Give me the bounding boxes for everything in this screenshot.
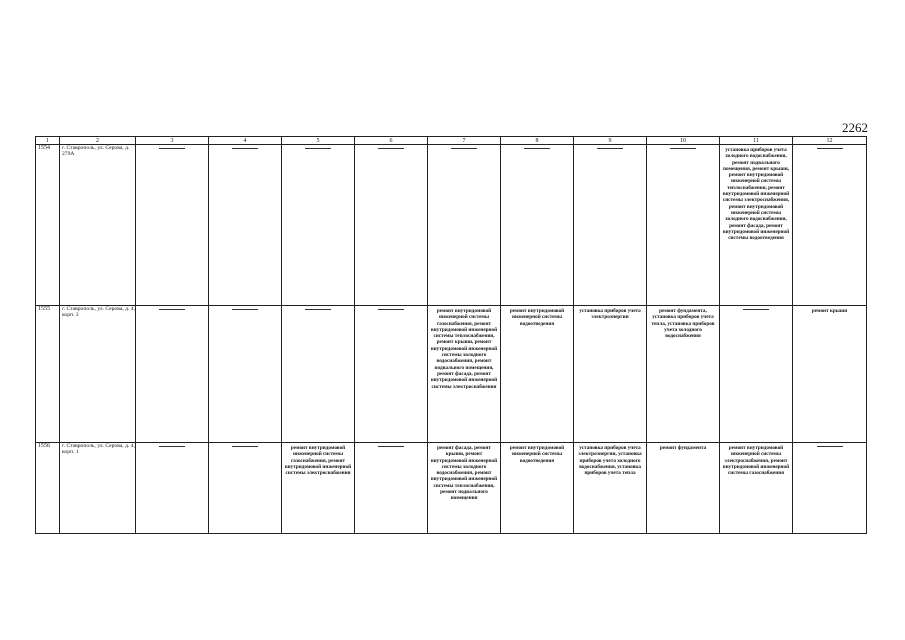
empty-dash [378, 309, 404, 310]
empty-dash [597, 148, 623, 149]
column-header: 1 [36, 137, 60, 145]
table-cell [574, 145, 647, 306]
table-row [36, 145, 867, 306]
table-cell [793, 145, 867, 306]
table-row [36, 443, 867, 534]
work-description: ремонт внутридомовой инженерной системы газоснабжения, ремонт внутридомовой инженерной системы теплоснабжения, ремонт крыши, ремонт внутридомовой инженерной системы холодного водоснабжения, ремонт подвального помещения, ремонт фасада, ремонт внутридомовой инженерной системы электроснабжения [430, 308, 498, 390]
column-header: 9 [574, 137, 647, 145]
empty-dash [232, 446, 258, 447]
empty-dash [159, 148, 185, 149]
empty-dash [524, 148, 550, 149]
row-number: 1555 [36, 306, 60, 443]
work-description: ремонт фундамента, установка приборов учета тепла, установка приборов учета холодного водоснабжения [651, 308, 715, 340]
row-number: 1556 [36, 443, 60, 534]
table-cell [720, 145, 793, 306]
table-cell [209, 306, 282, 443]
column-header: 5 [282, 137, 355, 145]
table-cell [501, 145, 574, 306]
table-cell [428, 306, 501, 443]
column-header: 11 [720, 137, 793, 145]
column-header: 7 [428, 137, 501, 145]
table-cell [647, 443, 720, 534]
empty-dash [817, 148, 843, 149]
page-number: 2262 [842, 120, 868, 135]
empty-dash [451, 148, 477, 149]
table-cell [428, 145, 501, 306]
table-cell [428, 443, 501, 534]
table-cell [501, 443, 574, 534]
empty-dash [817, 446, 843, 447]
table-cell [647, 306, 720, 443]
empty-dash [378, 148, 404, 149]
empty-dash [305, 148, 331, 149]
table-cell [209, 443, 282, 534]
table-cell [282, 443, 355, 534]
column-header: 6 [355, 137, 428, 145]
column-header: 2 [60, 137, 136, 145]
table-cell [793, 443, 867, 534]
empty-dash [232, 309, 258, 310]
table-cell [574, 443, 647, 534]
empty-dash [378, 446, 404, 447]
row-address: г. Ставрополь, ул. Серова, д. 279А [60, 145, 136, 306]
work-description: ремонт внутридомовой инженерной системы водоотведения [509, 445, 565, 464]
work-description: установка приборов учета электроэнергии, установка приборов учета холодного водоснабжения, установка приборов учета тепла [578, 445, 642, 477]
table-cell [136, 145, 209, 306]
table-cell [355, 306, 428, 443]
column-header: 10 [647, 137, 720, 145]
empty-dash [743, 309, 769, 310]
column-header-row [36, 137, 867, 145]
table-cell [574, 306, 647, 443]
table-row [36, 306, 867, 443]
row-address: г. Ставрополь, ул. Серова, д. 4, корп. 1 [60, 443, 136, 534]
table-cell [282, 145, 355, 306]
table-cell [209, 145, 282, 306]
empty-dash [159, 446, 185, 447]
table-cell [793, 306, 867, 443]
table-cell [720, 443, 793, 534]
work-description: установка приборов учета электроэнергии [579, 308, 641, 321]
work-description: ремонт крыши [811, 308, 848, 314]
row-number: 1554 [36, 145, 60, 306]
empty-dash [305, 309, 331, 310]
row-address: г. Ставрополь, ул. Серова, д. 4, корп. 2 [60, 306, 136, 443]
table-cell [282, 306, 355, 443]
table-cell [136, 306, 209, 443]
work-description: ремонт фундамента [659, 445, 707, 451]
work-description: ремонт фасада, ремонт крыши, ремонт внутридомовой инженерной системы холодного водоснабжения, ремонт внутридомовой инженерной системы теплоснабжения, ремонт подвального помещения [430, 445, 498, 502]
empty-dash [232, 148, 258, 149]
empty-dash [159, 309, 185, 310]
work-description: ремонт внутридомовой инженерной системы электроснабжения, ремонт внутридомовой инженерной системы газоснабжения [722, 445, 790, 477]
column-header: 8 [501, 137, 574, 145]
work-description: ремонт внутридомовой инженерной системы водоотведения [509, 308, 565, 327]
column-header: 4 [209, 137, 282, 145]
column-header: 3 [136, 137, 209, 145]
column-header: 12 [793, 137, 867, 145]
empty-dash [670, 148, 696, 149]
table-cell [501, 306, 574, 443]
table-cell [720, 306, 793, 443]
table-cell [355, 145, 428, 306]
work-description: установка приборов учета холодного водоснабжения, ремонт подвального помещения, ремонт крыши, ремонт внутридомовой инженерной системы теплоснабжения, ремонт внутридомовой инженерной системы электроснабжения, ремонт внутридомовой инженерной системы холодного водоснабжения, ремонт фасада, ремонт внутридомовой инженерной системы водоотведения [722, 147, 790, 242]
table-cell [136, 443, 209, 534]
work-description: ремонт внутридомовой инженерной системы газоснабжения, ремонт внутридомовой инженерной системы электроснабжения [284, 445, 352, 477]
table-cell [355, 443, 428, 534]
register-table [35, 136, 867, 534]
table-cell [647, 145, 720, 306]
